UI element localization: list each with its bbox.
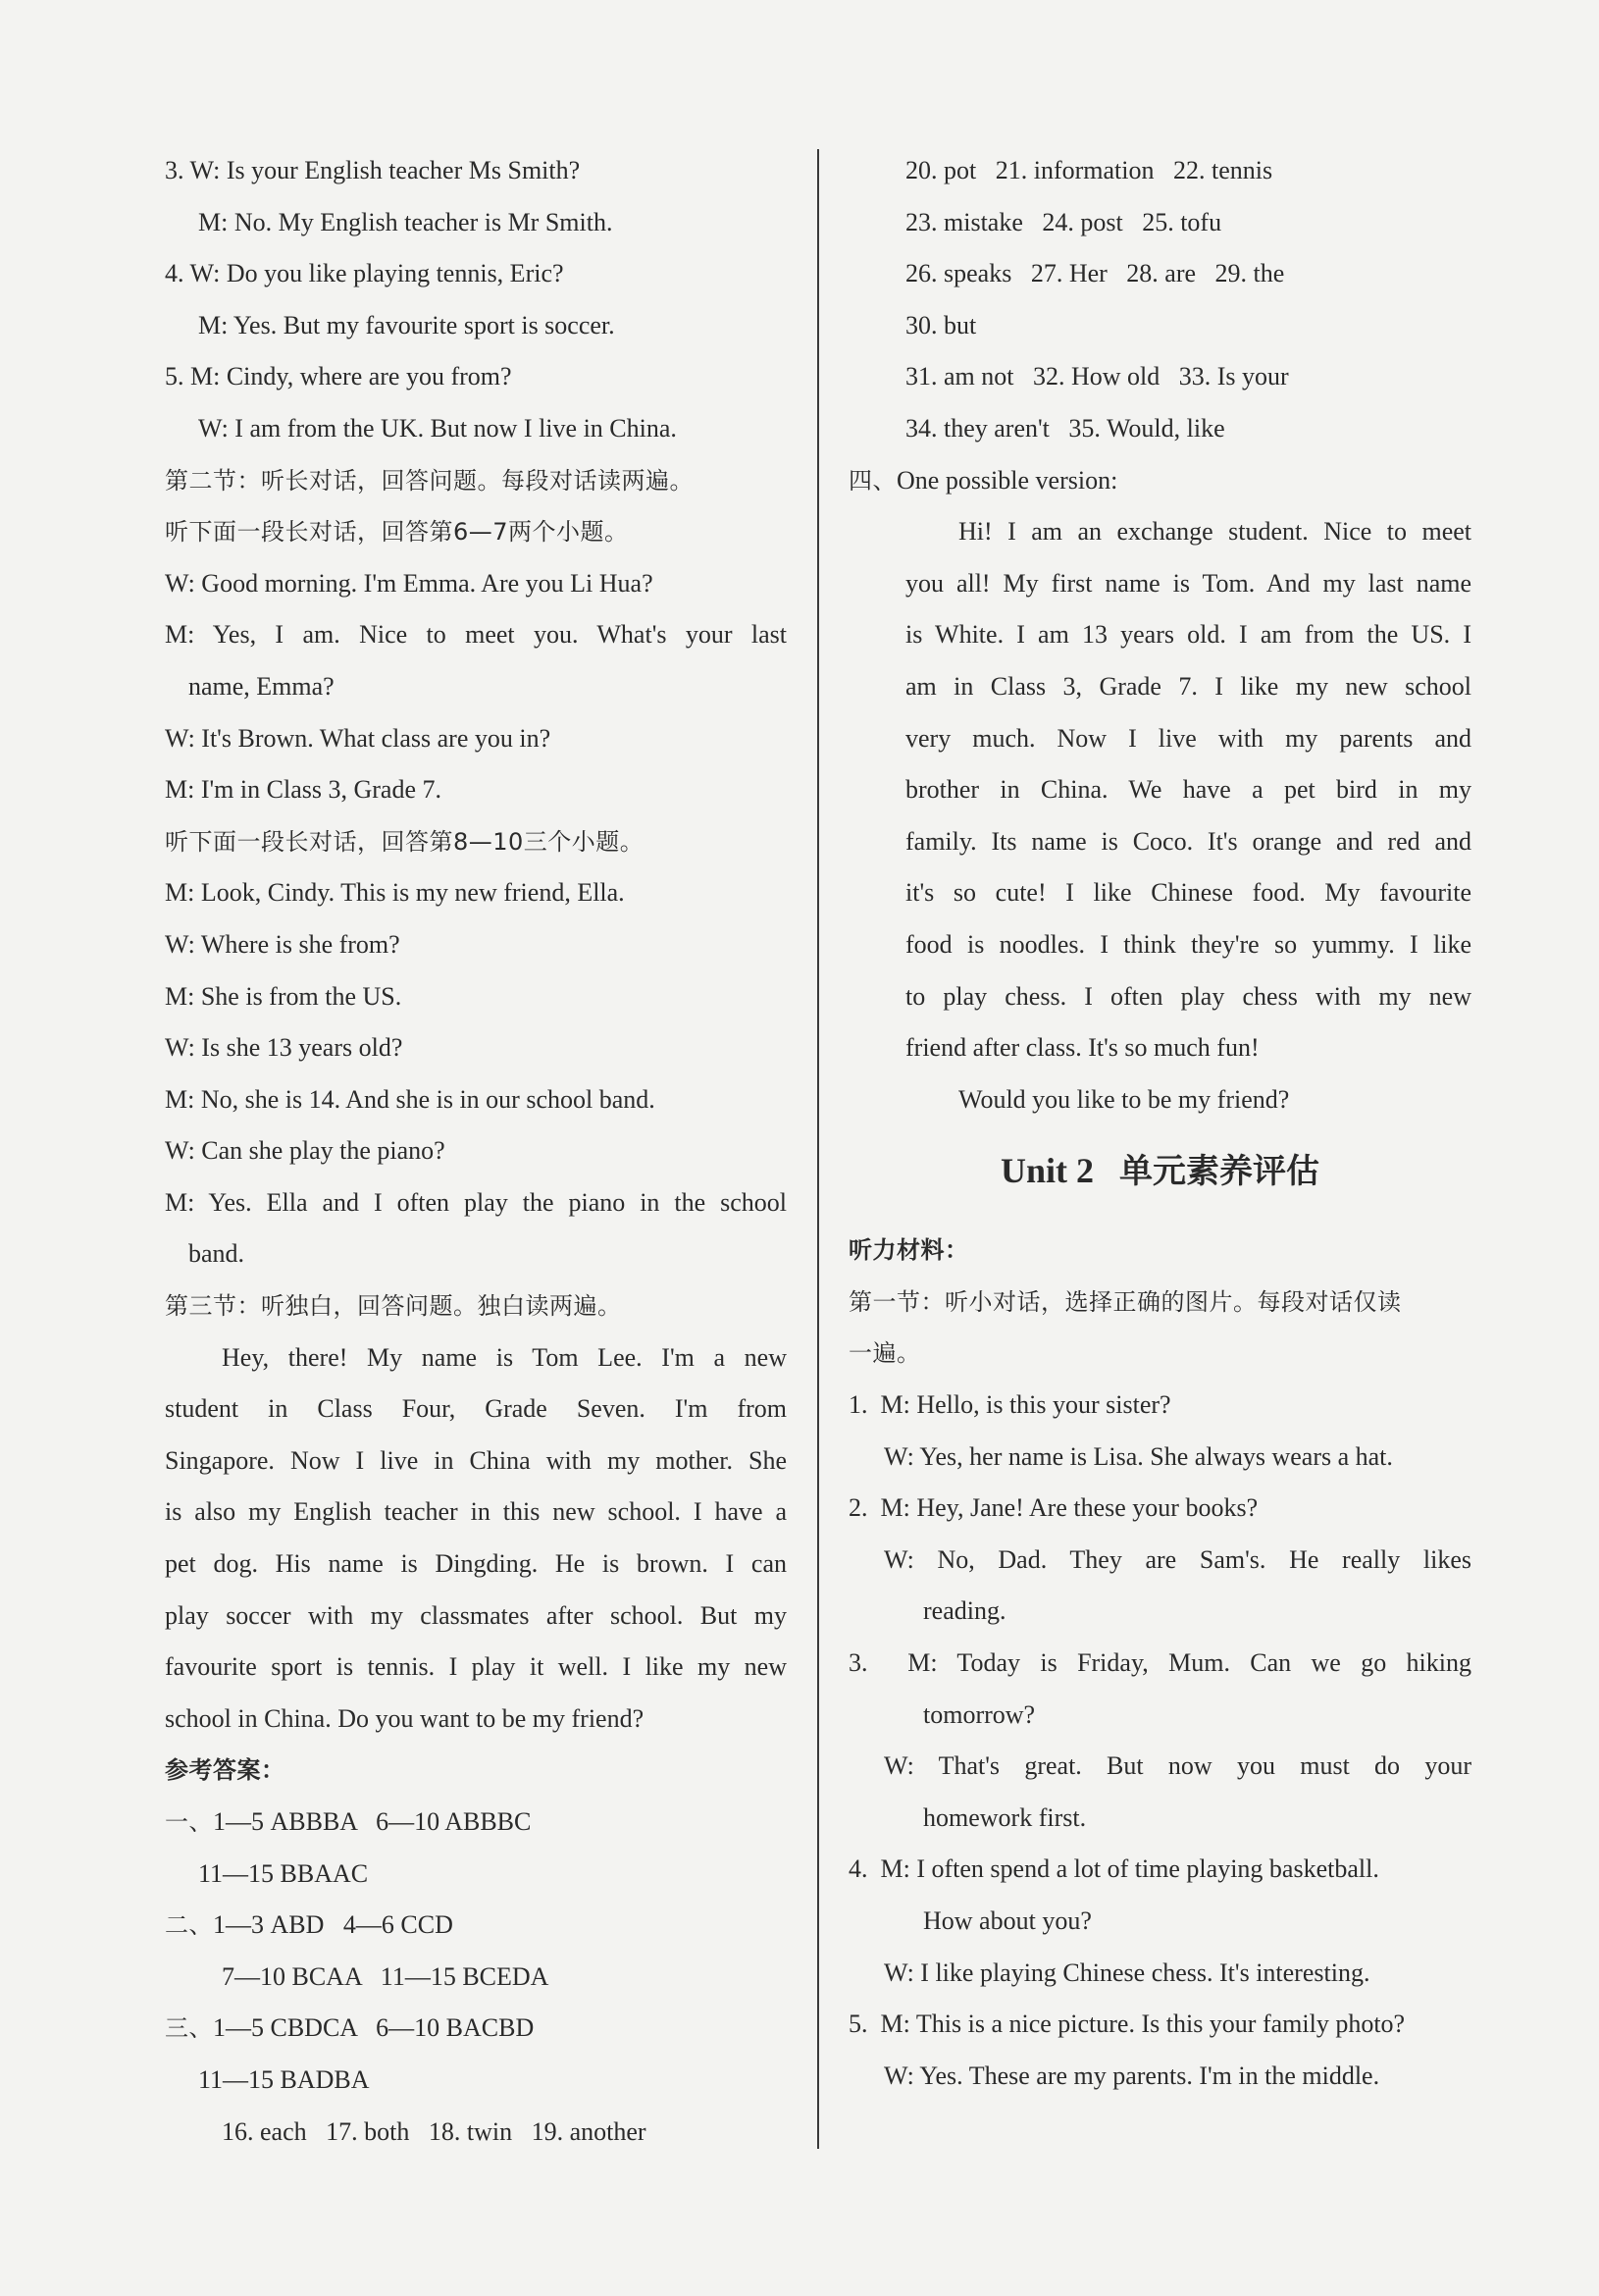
answer-row: 31. am not 32. How old 33. Is your xyxy=(905,362,1289,391)
dialogue-b-line: M: Yes. Ella and I often play the piano in the school xyxy=(165,1187,787,1217)
dialogue-4-line: How about you? xyxy=(923,1906,1092,1935)
monologue-line: play soccer with my classmates after school. But my xyxy=(165,1600,787,1630)
unit-title xyxy=(849,1125,1471,1225)
dialogue-3-line: homework first. xyxy=(923,1802,1087,1832)
right-column xyxy=(849,145,1471,2102)
monologue-line: Singapore. Now I live in China with my mother. She xyxy=(165,1445,787,1475)
dialogue-3-a: 3. W: Is your English teacher Ms Smith? xyxy=(165,156,581,184)
essay-line: am in Class 3, Grade 7. I like my new school xyxy=(905,671,1471,701)
dialogue-b-line: W: Where is she from? xyxy=(165,929,400,959)
dialogue-2-line: W: No, Dad. They are Sam's. He really likes xyxy=(884,1544,1471,1574)
dialogue-3-line: W: That's great. But now you must do your xyxy=(884,1751,1471,1781)
dialogue-2-line: 2. M: Hey, Jane! Are these your books? xyxy=(849,1493,1259,1523)
answers-heading: 参考答案： xyxy=(165,1756,285,1785)
dialogue-4-b: M: Yes. But my favourite sport is soccer. xyxy=(198,310,615,339)
monologue-line: pet dog. His name is Dingding. He is brown. I can xyxy=(165,1549,787,1579)
dialogue-1-line: 1. M: Hello, is this your sister? xyxy=(849,1390,1171,1420)
answer-row: 7—10 BCAA 11—15 BCEDA xyxy=(222,1961,549,1991)
section3-heading: 第三节：听独白，回答问题。独白读两遍。 xyxy=(165,1292,622,1321)
section1-heading-cont: 一遍。 xyxy=(849,1339,921,1368)
dialogue-5-line: 5. M: This is a nice picture. Is this your family photo? xyxy=(849,2009,1406,2039)
answer-row: 30. but xyxy=(905,310,977,339)
left-column xyxy=(165,145,787,2158)
answer-row: 34. they aren't 35. Would, like xyxy=(905,413,1225,443)
essay-line: very much. Now I live with my parents and xyxy=(905,723,1471,753)
section1-heading: 第一节：听小对话，选择正确的图片。每段对话仅读 xyxy=(849,1287,1402,1316)
dialogue-5-line: W: Yes. These are my parents. I'm in the middle. xyxy=(884,2061,1380,2090)
answer-row: 26. speaks 27. Her 28. are 29. the xyxy=(905,259,1285,288)
section2-intro-2: 听下面一段长对话，回答第8—10三个小题。 xyxy=(165,827,645,856)
dialogue-a-line: W: It's Brown. What class are you in? xyxy=(165,723,551,753)
unit-title-cn: 单元素养评估 xyxy=(1119,1152,1319,1192)
dialogue-b-line: M: She is from the US. xyxy=(165,981,402,1011)
essay-line: is White. I am 13 years old. I am from the US. I xyxy=(905,620,1471,650)
essay-line: Hi! I am an exchange student. Nice to meet xyxy=(958,517,1471,547)
essay-line: food is noodles. I think they're so yummy. I like xyxy=(905,929,1471,959)
part4-heading: 四、One possible version: xyxy=(849,465,1118,495)
answer-row: 二、1—3 ABD 4—6 CCD xyxy=(165,1910,453,1940)
dialogue-3-line: tomorrow? xyxy=(923,1699,1036,1729)
dialogue-a-line: M: I'm in Class 3, Grade 7. xyxy=(165,775,441,805)
monologue-line: student in Class Four, Grade Seven. I'm from xyxy=(165,1394,787,1424)
essay-last-line: Would you like to be my friend? xyxy=(958,1084,1290,1114)
dialogue-2-line: reading. xyxy=(923,1596,1006,1626)
answer-row: 一、1—5 ABBBA 6—10 ABBBC xyxy=(165,1807,532,1836)
dialogue-b-line: W: Can she play the piano? xyxy=(165,1136,445,1166)
dialogue-3-line: 3. M: Today is Friday, Mum. Can we go hiking xyxy=(849,1648,1471,1678)
dialogue-b-line: M: No, she is 14. And she is in our school band. xyxy=(165,1084,655,1114)
dialogue-a-line: M: Yes, I am. Nice to meet you. What's your last xyxy=(165,620,787,650)
monologue-line: school in China. Do you want to be my friend? xyxy=(165,1703,645,1733)
column-divider xyxy=(817,149,819,2149)
essay-line: friend after class. It's so much fun! xyxy=(905,1033,1260,1063)
listening-heading: 听力材料： xyxy=(849,1236,969,1265)
essay-line: family. Its name is Coco. It's orange and red and xyxy=(905,826,1471,856)
answer-row: 23. mistake 24. post 25. tofu xyxy=(905,207,1222,236)
essay-line: brother in China. We have a pet bird in my xyxy=(905,775,1471,805)
dialogue-5-a: 5. M: Cindy, where are you from? xyxy=(165,362,512,391)
dialogue-b-line: band. xyxy=(188,1239,245,1269)
unit-title-en: Unit 2 xyxy=(1000,1151,1094,1191)
section2-heading: 第二节：听长对话，回答问题。每段对话读两遍。 xyxy=(165,466,694,495)
answer-row: 16. each 17. both 18. twin 19. another xyxy=(222,2116,646,2146)
section2-intro-1: 听下面一段长对话，回答第6—7两个小题。 xyxy=(165,518,629,547)
essay-line: to play chess. I often play chess with my new xyxy=(905,981,1471,1011)
dialogue-1-line: W: Yes, her name is Lisa. She always wears a hat. xyxy=(884,1441,1393,1471)
dialogue-4-line: 4. M: I often spend a lot of time playing basketball. xyxy=(849,1854,1379,1884)
answer-row: 三、1—5 CBDCA 6—10 BACBD xyxy=(165,2013,535,2043)
dialogue-4-line: W: I like playing Chinese chess. It's interesting. xyxy=(884,1957,1370,1987)
monologue-line: is also my English teacher in this new school. I have a xyxy=(165,1497,787,1527)
dialogue-a-line: W: Good morning. I'm Emma. Are you Li Hua? xyxy=(165,568,653,598)
essay-line: it's so cute! I like Chinese food. My favourite xyxy=(905,878,1471,908)
dialogue-b-line: W: Is she 13 years old? xyxy=(165,1033,403,1063)
dialogue-5-b: W: I am from the UK. But now I live in China. xyxy=(198,413,677,443)
essay-line: you all! My first name is Tom. And my last name xyxy=(905,568,1471,598)
dialogue-b-line: M: Look, Cindy. This is my new friend, Ella. xyxy=(165,878,625,908)
dialogue-3-b: M: No. My English teacher is Mr Smith. xyxy=(198,207,613,236)
monologue-line: Hey, there! My name is Tom Lee. I'm a new xyxy=(222,1342,787,1372)
answer-row: 20. pot 21. information 22. tennis xyxy=(905,156,1273,184)
monologue-line: favourite sport is tennis. I play it well. I like my new xyxy=(165,1652,787,1682)
dialogue-4-a: 4. W: Do you like playing tennis, Eric? xyxy=(165,259,564,288)
dialogue-a-line: name, Emma? xyxy=(188,671,335,701)
answer-row: 11—15 BBAAC xyxy=(198,1858,369,1888)
answer-row: 11—15 BADBA xyxy=(198,2064,370,2094)
